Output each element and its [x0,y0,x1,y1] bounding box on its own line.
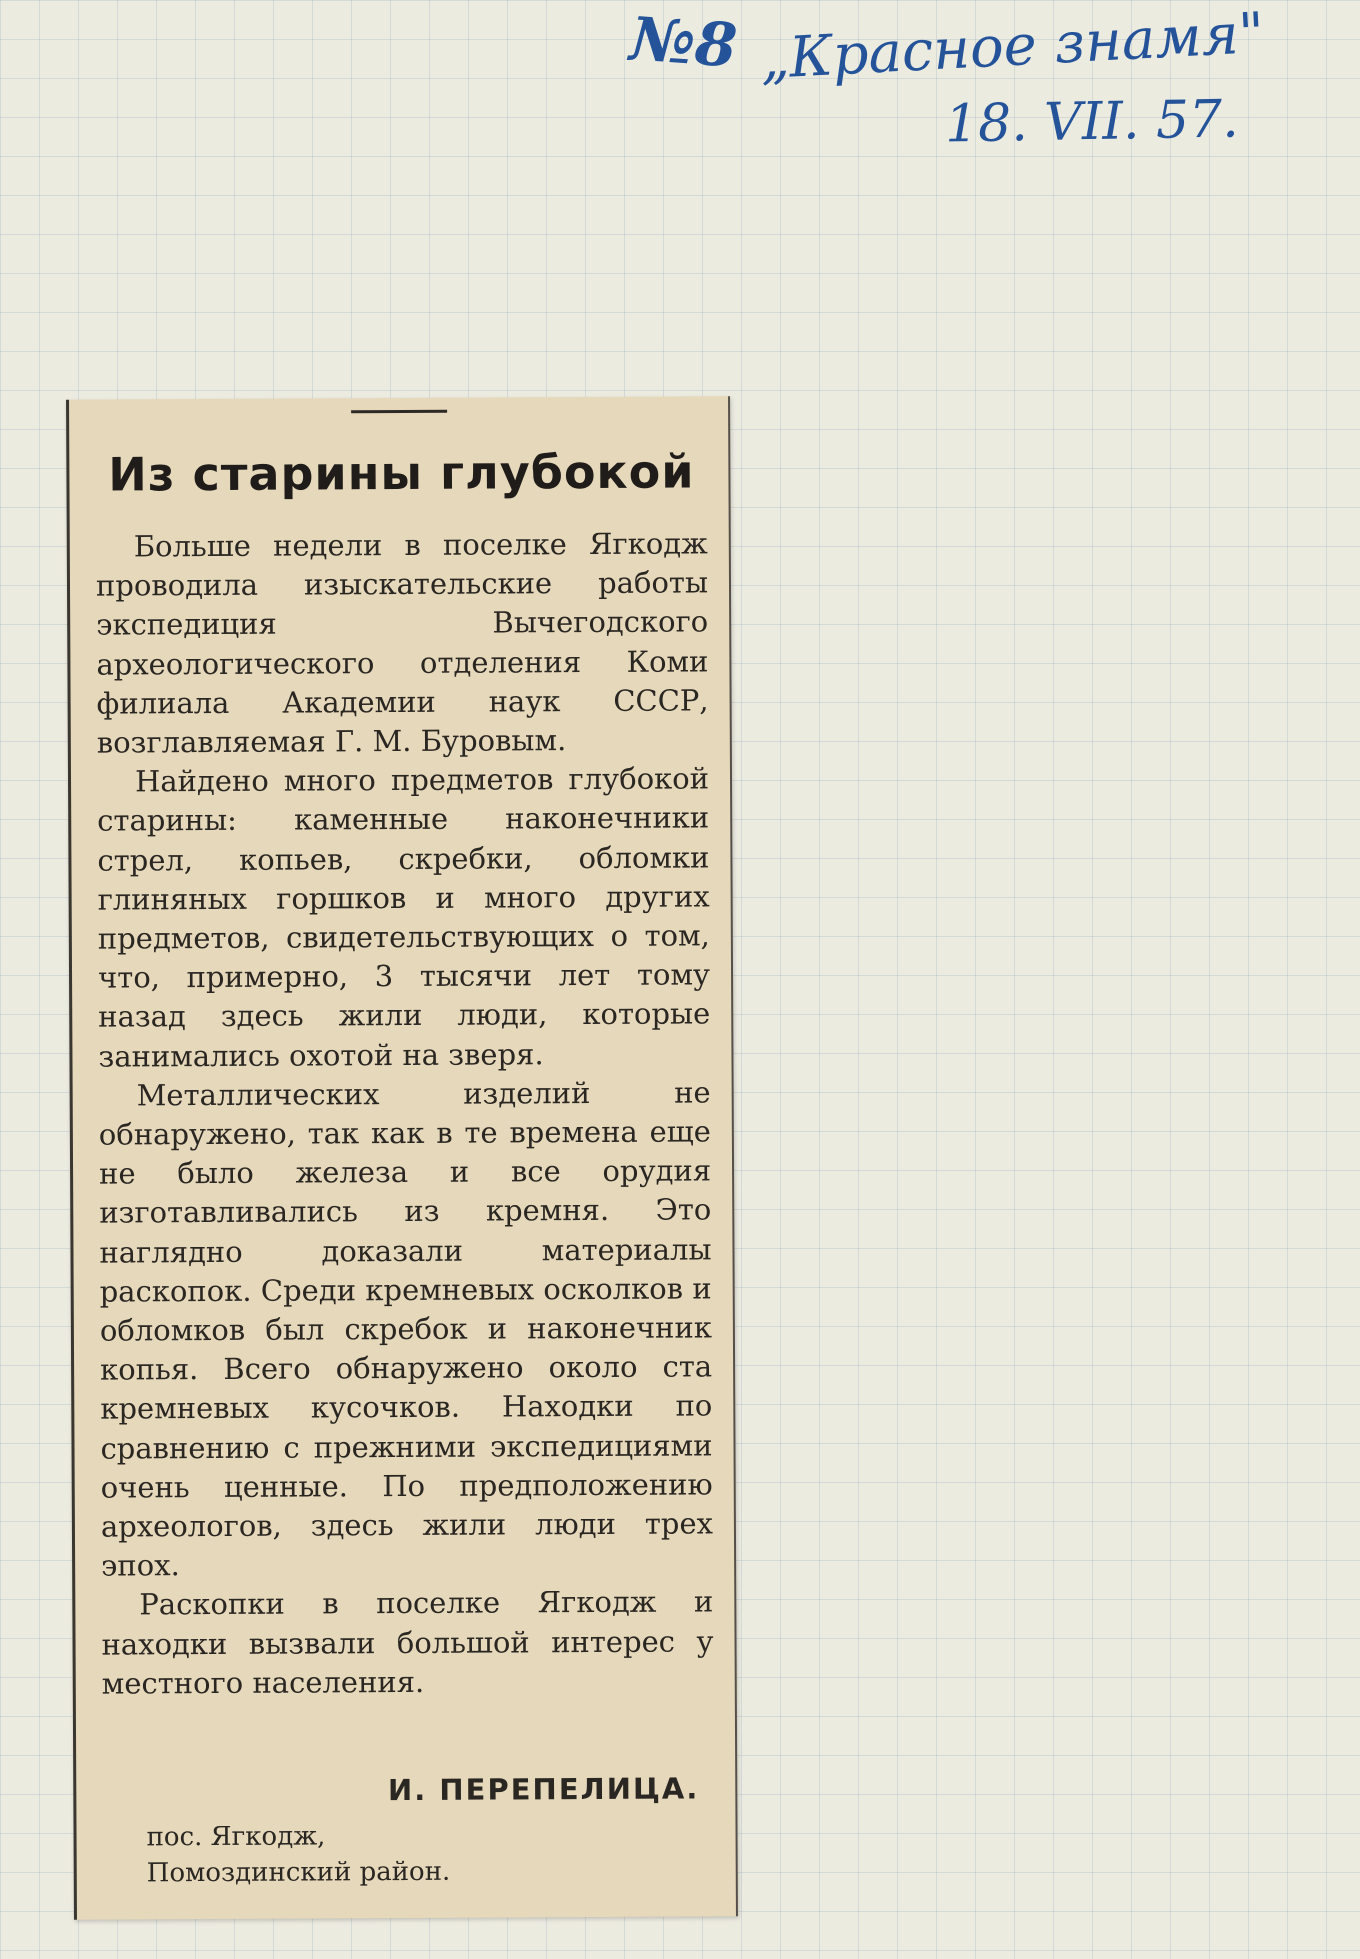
dateline-place: пос. Ягкодж, [146,1821,326,1853]
clipping-date: 18. VII. 57. [944,89,1240,155]
article-body [96,524,714,1703]
article-headline: Из старины глубокой [108,444,695,502]
article-paragraph: Больше недели в поселке Ягкодж проводила изыскательские работы экспедиция Вычегодского археологического отделения Коми филиала Академии наук СССР, возглавляемая Г. М. Буровым. [95,526,709,760]
article-dateline [146,1818,450,1892]
newspaper-name: „Красное знамя" [758,0,1266,93]
dateline-district: Помоздинский район. [146,1856,451,1889]
newspaper-clipping [66,396,738,1919]
article-paragraph: Раскопки в поселке Ягкодж и находки вызвали большой интерес у местного населения. [101,1584,714,1701]
clipping-number: №8 [627,4,740,82]
article-author: И. ПЕРЕПЕЛИЦА. [387,1771,700,1808]
article-paragraph: Металлических изделий не обнаружено, так как в те времена еще не было железа и все орудия изготавливались из кремня. Это наглядно доказали материалы раскопок. Среди кремневых осколков и обломков был скребок и наконечник копья. Всего обнаружено около ста кремневых кусочков. Находки по сравнению с прежними экспедициями очень ценные. По предположению археологов, здесь жили люди трех эпох. [98,1075,714,1583]
article-paragraph: Найдено много предметов глубокой старины: каменные наконечники стрел, копьев, скребки, обломки глиняных горшков и много других предметов, свидетельствующих о том, что, примерно, 3 тысячи лет тому назад здесь жили люди, которые занимались охотой на зверя. [97,761,711,1074]
top-rule [351,410,447,414]
